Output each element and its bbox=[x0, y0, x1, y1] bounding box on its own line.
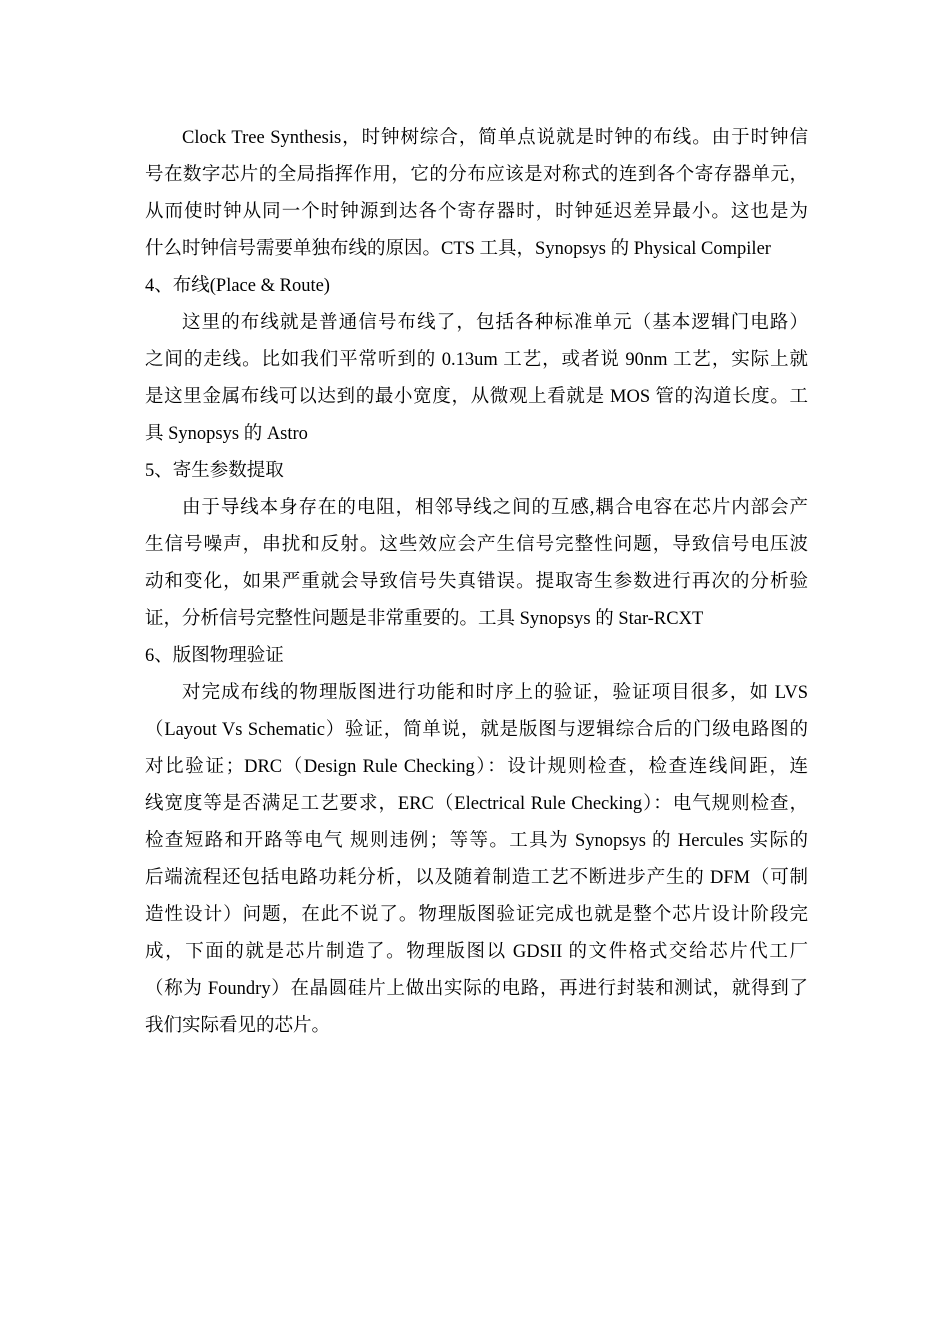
text-line: （Layout Vs Schematic）验证，简单说，就是版图与逻辑综合后的门级电路图的 bbox=[145, 720, 808, 740]
text-line: 我们实际看见的芯片。 bbox=[145, 1016, 331, 1036]
text-line: 号在数字芯片的全局指挥作用，它的分布应该是对称式的连到各个寄存器单元， bbox=[145, 165, 808, 185]
section-heading: 4、布线(Place & Route) bbox=[145, 276, 330, 296]
text-line: Clock Tree Synthesis，时钟树综合，简单点说就是时钟的布线。由于时钟信 bbox=[182, 128, 808, 148]
text-line: 动和变化，如果严重就会导致信号失真错误。提取寄生参数进行再次的分析验 bbox=[145, 572, 808, 592]
text-line: 从而使时钟从同一个时钟源到达各个寄存器时，时钟延迟差异最小。这也是为 bbox=[145, 202, 808, 222]
text-line: 这里的布线就是普通信号布线了，包括各种标准单元（基本逻辑门电路） bbox=[182, 313, 808, 333]
text-line: 什么时钟信号需要单独布线的原因。CTS 工具，Synopsys 的 Physical Compiler bbox=[145, 239, 771, 259]
text-line: 对比验证；DRC（Design Rule Checking）：设计规则检查，检查连线间距，连 bbox=[145, 757, 808, 777]
text-line: 具 Synopsys 的 Astro bbox=[145, 424, 308, 444]
text-line: 是这里金属布线可以达到的最小宽度，从微观上看就是 MOS 管的沟道长度。工 bbox=[145, 387, 808, 407]
text-line: 后端流程还包括电路功耗分析，以及随着制造工艺不断进步产生的 DFM（可制 bbox=[145, 868, 808, 888]
document-body bbox=[145, 120, 808, 1045]
text-line: 线宽度等是否满足工艺要求，ERC（Electrical Rule Checking）：电气规则检查， bbox=[145, 794, 808, 814]
section-heading: 6、版图物理验证 bbox=[145, 646, 284, 666]
text-line: 检查短路和开路等电气 规则违例；等等。工具为 Synopsys 的 Hercules 实际的 bbox=[145, 831, 808, 851]
text-line: （称为 Foundry）在晶圆硅片上做出实际的电路，再进行封装和测试，就得到了 bbox=[145, 979, 808, 999]
text-line: 之间的走线。比如我们平常听到的 0.13um 工艺，或者说 90nm 工艺，实际上就 bbox=[145, 350, 808, 370]
text-line: 证，分析信号完整性问题是非常重要的。工具 Synopsys 的 Star-RCXT bbox=[145, 609, 704, 629]
text-line: 造性设计）问题，在此不说了。物理版图验证完成也就是整个芯片设计阶段完 bbox=[145, 905, 808, 925]
text-line: 生信号噪声，串扰和反射。这些效应会产生信号完整性问题，导致信号电压波 bbox=[145, 535, 808, 555]
text-line: 成，下面的就是芯片制造了。物理版图以 GDSII 的文件格式交给芯片代工厂 bbox=[145, 942, 808, 962]
section-heading: 5、寄生参数提取 bbox=[145, 461, 284, 481]
text-line: 对完成布线的物理版图进行功能和时序上的验证，验证项目很多，如 LVS bbox=[182, 683, 808, 703]
text-line: 由于导线本身存在的电阻，相邻导线之间的互感,耦合电容在芯片内部会产 bbox=[182, 498, 808, 518]
